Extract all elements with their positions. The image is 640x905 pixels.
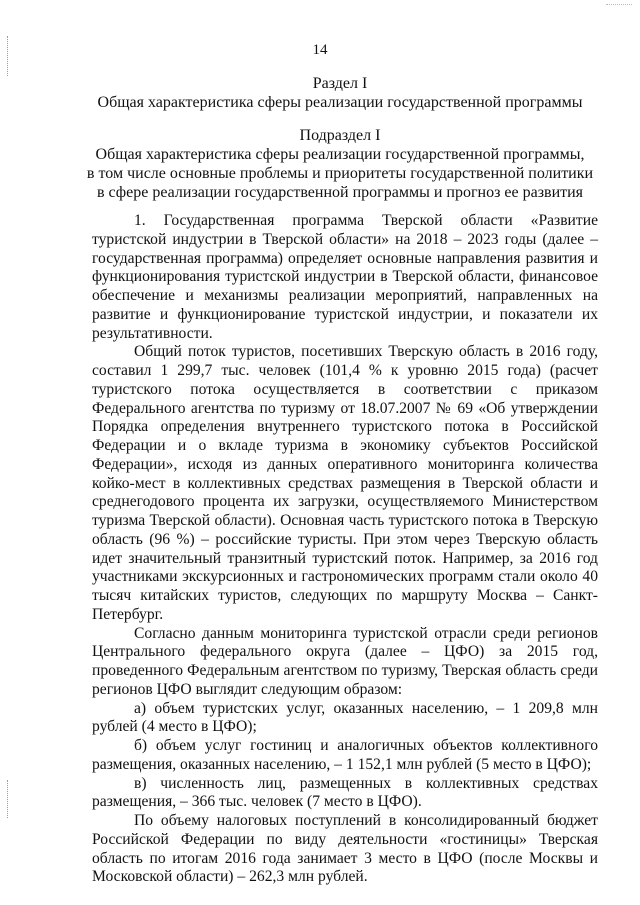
paragraph-monitoring-intro: Согласно данным мониторинга туристской отрасли среди регионов Центрального федерального округа (далее – ЦФО) за 2015 год, проведенного Федеральным агентством по туризму, Тверская область среди регионов ЦФО выглядит следующим образом: [92, 624, 598, 698]
subsection-name [60, 145, 620, 202]
corner-scan-mark [606, 4, 632, 5]
paragraph-program-overview: 1. Государственная программа Тверской области «Развитие туристской индустрии в Тверской области» на 2018 – 2023 годы (далее – государственная программа) определяет основные направления развития и функционирования туристской индустрии в Тверской области, финансовое обеспечение и механизмы реализации мероприятий, направленных на развитие и функционирование туристской индустрии, и показатели их результативности. [92, 212, 598, 342]
scan-margin-mark [7, 780, 10, 818]
list-item-b: б) объем услуг гостиниц и аналогичных объектов коллективного размещения, оказанных населению, – 1 152,1 млн рублей (5 место в ЦФО); [92, 737, 598, 773]
subsection-name-line: в том числе основные проблемы и приоритеты государственной политики [86, 165, 594, 182]
subsection-name-line: в сфере реализации государственной программы и прогноз ее развития [96, 184, 584, 201]
list-item-c: в) численность лиц, размещенных в коллективных средствах размещения, – 366 тыс. человек (7 место в ЦФО). [92, 774, 598, 811]
paragraph-tourist-flow: Общий поток туристов, посетивших Тверскую область в 2016 году, составил 1 299,7 тыс. человек (101,4 % к уровню 2015 года) (расчет туристского потока осуществляется в соответствии с приказом Федерального агентства по туризму от 18.07.2007 № 69 «Об утверждении Порядка определения внутреннего туристского потока в Российской Федерации и о вкладе туризма в экономику субъектов Российской Федерации», исходя из данных оперативного мониторинга количества койко-мест в коллективных средствах размещения в Тверской области и среднегодового процента их загрузки, осуществляемого Министерством туризма Тверской области). Основная часть туристского потока в Тверскую область (96 %) – российские туристы. При этом через Тверскую область идет значительный транзитный туристский поток. Например, за 2016 год участниками экскурсионных и гастрономических программ стали около 40 тысяч китайских туристов, следующих по маршруту Москва – Санкт-Петербург. [92, 343, 598, 623]
section-title: Раздел I [312, 75, 368, 92]
document-body [92, 212, 598, 887]
list-item-a: а) объем туристских услуг, оказанных населению, – 1 209,8 млн рублей (4 место в ЦФО); [92, 699, 598, 736]
subsection-title: Подраздел I [299, 127, 381, 144]
section-name: Общая характеристика сферы реализации государственной программы [97, 94, 583, 111]
paragraph-tax-revenue: По объему налоговых поступлений в консолидированный бюджет Российской Федерации по виду деятельности «гостиницы» Тверская область по итогам 2016 года занимает 3 место в ЦФО (после Москвы и Московской области) – 262,3 млн рублей. [92, 812, 598, 886]
page-number: 14 [312, 42, 328, 58]
subsection-name-line: Общая характеристика сферы реализации государственной программы, [95, 146, 585, 163]
